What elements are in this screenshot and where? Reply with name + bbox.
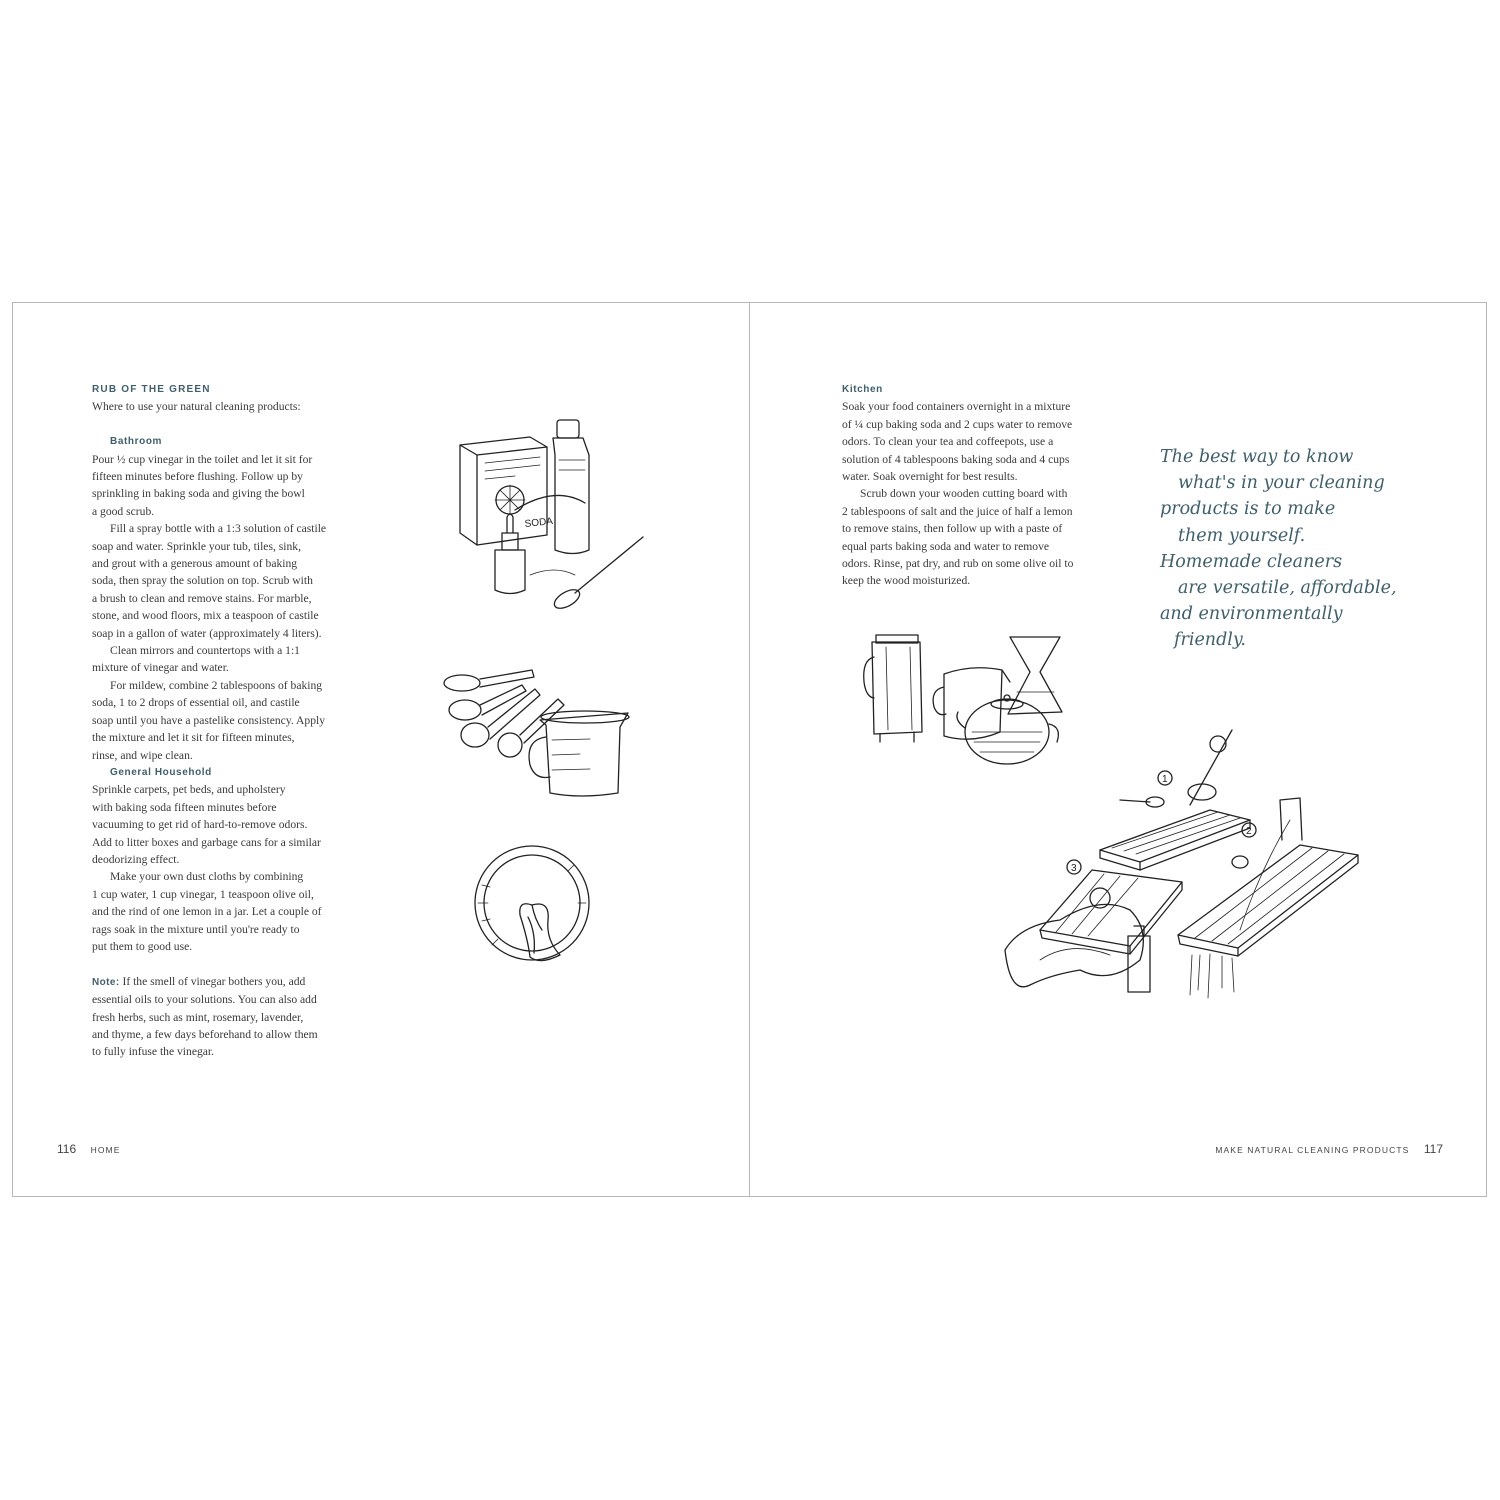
text-line: and thyme, a few days beforehand to allow them <box>92 1028 318 1041</box>
text-line: keep the wood moisturized. <box>842 574 971 588</box>
text-line: deodorizing effect. <box>92 852 180 866</box>
note-line <box>92 973 392 991</box>
left-text-column <box>92 381 392 1061</box>
text-line: 1 cup water, 1 cup vinegar, 1 teaspoon olive oil, <box>92 887 314 901</box>
quote-line: and environmentally <box>1160 604 1343 625</box>
dust-cloth-jar-illustration <box>470 845 610 975</box>
text-line: Soak your food containers overnight in a mixture <box>842 400 1071 414</box>
quote-line: Homemade cleaners <box>1160 551 1343 572</box>
text-line: fresh herbs, such as mint, rosemary, lavender, <box>92 1010 304 1024</box>
text-line: Sprinkle carpets, pet beds, and upholstery <box>92 783 286 797</box>
step-3-board <box>1005 860 1182 992</box>
measuring-spoons-icon <box>444 670 564 757</box>
text-line: soap until you have a pastelike consistency. Apply <box>92 713 326 727</box>
text-line: water. Soak overnight for best results. <box>842 470 1018 484</box>
text-line: to fully infuse the vinegar. <box>92 1045 215 1059</box>
bathroom-heading: Bathroom <box>110 436 163 448</box>
pull-quote <box>1160 444 1420 654</box>
left-folio <box>57 1140 121 1158</box>
dropper-bottle-icon <box>495 514 525 594</box>
page-gutter <box>749 302 750 1197</box>
text-line: equal parts baking soda and water to remove <box>842 539 1050 553</box>
note-text: If the smell of vinegar bothers you, add <box>119 974 306 988</box>
text-line: to remove stains, then follow up with a paste of <box>842 522 1063 536</box>
text-line: odors. To clean your tea and coffeepots, use a <box>842 435 1054 449</box>
text-line: Clean mirrors and countertops with a 1:1 <box>110 644 300 658</box>
quote-line: The best way to know <box>1160 447 1354 467</box>
french-press-icon <box>864 635 922 742</box>
pitcher-icon <box>933 668 1010 739</box>
text-line: a brush to clean and remove stains. For marble, <box>92 591 312 605</box>
text-line: Pour ½ cup vinegar in the toilet and let it sit for <box>92 452 313 466</box>
bottle-icon <box>553 420 589 554</box>
page-number: 117 <box>1423 1142 1443 1156</box>
section-heading: RUB OF THE GREEN <box>92 384 211 395</box>
text-line: Fill a spray bottle with a 1:3 solution of castile <box>110 522 327 536</box>
text-line: and the rind of one lemon in a jar. Let a couple of <box>92 905 322 919</box>
running-head: MAKE NATURAL CLEANING PRODUCTS <box>1215 1145 1410 1155</box>
note-label: Note: <box>92 976 120 988</box>
running-head: HOME <box>90 1145 121 1155</box>
step-2-board <box>1178 798 1358 998</box>
text-line: vacuuming to get rid of hard-to-remove odors. <box>92 818 308 832</box>
intro-line: Where to use your natural cleaning products: <box>92 400 301 414</box>
text-line: essential oils to your solutions. You can also add <box>92 993 317 1007</box>
measuring-band <box>515 495 585 510</box>
text-line: odors. Rinse, pat dry, and rub on some olive oil to <box>842 557 1074 571</box>
household-heading: General Household <box>110 766 212 778</box>
text-line: For mildew, combine 2 tablespoons of baking <box>110 678 323 692</box>
text-line: 2 tablespoons of salt and the juice of half a lemon <box>842 504 1073 518</box>
text-line: Add to litter boxes and garbage cans for a similar <box>92 835 321 849</box>
quote-line: are versatile, affordable, <box>1178 578 1397 599</box>
right-folio <box>1215 1140 1443 1158</box>
text-line: soap and water. Sprinkle your tub, tiles, sink, <box>92 539 301 553</box>
text-line: rags soak in the mixture until you're ready to <box>92 922 300 936</box>
baking-soda-illustration <box>455 415 655 615</box>
text-line: soda, 1 to 2 drops of essential oil, and castile <box>92 696 300 710</box>
cutting-board-steps-illustration <box>1000 730 1370 1005</box>
text-line: solution of 4 tablespoons baking soda and 4 cups <box>842 452 1070 466</box>
text-line: mixture of vinegar and water. <box>92 661 229 675</box>
quote-line: products is to make <box>1160 499 1336 520</box>
text-line: the mixture and let it sit for fifteen minutes, <box>92 731 295 745</box>
text-line: and grout with a generous amount of baking <box>92 557 298 571</box>
measuring-cups-illustration <box>440 665 640 800</box>
text-line: fifteen minutes before flushing. Follow up by <box>92 470 303 484</box>
text-line: Scrub down your wooden cutting board with <box>860 487 1068 501</box>
step-1-board <box>1100 730 1250 870</box>
kitchen-heading: Kitchen <box>842 384 883 395</box>
step-number: 1 <box>1162 774 1168 785</box>
right-text-column <box>842 381 1142 590</box>
step-number: 3 <box>1071 863 1077 874</box>
chemex-icon <box>1008 637 1062 714</box>
soda-label: SODA <box>524 516 554 530</box>
measuring-cup-icon <box>529 711 629 796</box>
text-line: soda, then spray the solution on top. Scrub with <box>92 574 313 588</box>
text-line: with baking soda fifteen minutes before <box>92 800 277 814</box>
quote-line: friendly. <box>1174 630 1246 651</box>
page-number: 116 <box>57 1142 77 1156</box>
spoon-icon <box>551 537 643 612</box>
quote-line: what's in your cleaning <box>1178 473 1385 494</box>
text-line: put them to good use. <box>92 939 193 953</box>
step-number: 2 <box>1246 826 1252 837</box>
cloth-icon <box>520 904 560 961</box>
jar-lid-icon <box>475 846 589 960</box>
text-line: stone, and wood floors, mix a teaspoon of castile <box>92 609 319 623</box>
text-line: of ¼ cup baking soda and 2 cups water to remove <box>842 417 1073 431</box>
text-line: sprinkling in baking soda and giving the bowl <box>92 487 305 501</box>
text-line: soap in a gallon of water (approximately 4 liters). <box>92 626 322 640</box>
text-line: a good scrub. <box>92 504 155 518</box>
text-line: rinse, and wipe clean. <box>92 748 193 762</box>
quote-line: them yourself. <box>1178 525 1306 546</box>
text-line: Make your own dust cloths by combining <box>110 870 304 884</box>
